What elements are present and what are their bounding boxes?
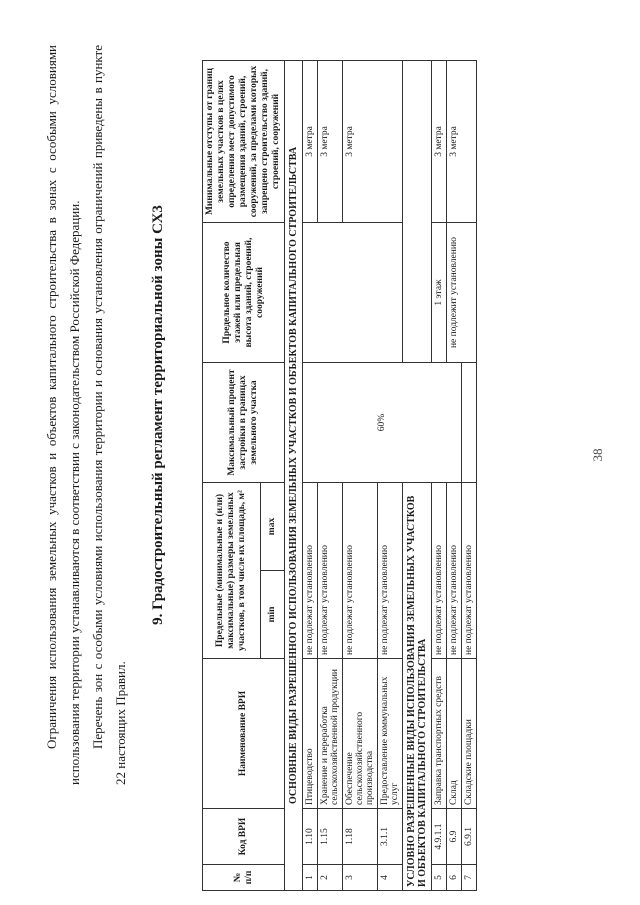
cell-floors <box>303 223 403 363</box>
cell-num: 5 <box>432 865 447 891</box>
page-number: 38 <box>590 448 605 462</box>
cell-size: не подлежат установлению <box>432 483 447 659</box>
zoning-table <box>202 60 477 891</box>
cell-name: Обеспечение сельскохозяйственного производства <box>343 659 378 809</box>
cell-code: 4.9.1.1 <box>432 809 447 865</box>
intro-paragraph-1: Ограничения использования земельных участков и объектов капитального строительства в зонах с особыми условиями использования территории устанавливаются в соответствии с законодательством Российской Федерации. <box>44 45 82 785</box>
header-num: № п/п <box>203 865 285 891</box>
intro-paragraph-2: Перечень зон с особыми условиями использования территории и основания установления ограничений приведены в пункте 22 настоящих Правил. <box>90 45 128 785</box>
header-floors: Предельное количество этажей или предельная высота зданий, строений, сооружений <box>203 223 285 363</box>
cell-size: не подлежат установлению <box>447 483 462 659</box>
cell-num: 4 <box>378 865 403 891</box>
cell-floors: 1 этаж <box>432 223 447 363</box>
cell-code: 6.9.1 <box>462 809 477 865</box>
cell-percent-empty <box>462 363 477 483</box>
cell-setback: 3 метра <box>303 61 318 223</box>
table-row <box>303 61 318 891</box>
cell-code: 1.10 <box>303 809 318 865</box>
header-max: max <box>260 483 284 571</box>
header-min: min <box>260 571 284 659</box>
cell-num: 3 <box>343 865 378 891</box>
table-header-row <box>203 61 261 891</box>
cell-name: Склад <box>447 659 462 809</box>
cell-code: 3.1.1 <box>378 809 403 865</box>
section-label-main: ОСНОВНЫЕ ВИДЫ РАЗРЕШЕННОГО ИСПОЛЬЗОВАНИЯ ЗЕМЕЛЬНЫХ УЧАСТКОВ И ОБЪЕКТОВ КАПИТАЛЬНОГО СТРОИТЕЛЬСТВА <box>285 61 303 891</box>
section-label-conditional: УСЛОВНО РАЗРЕШЕННЫЕ ВИДЫ ИСПОЛЬЗОВАНИЯ ЗЕМЕЛЬНЫХ УЧАСТКОВ И ОБЪЕКТОВ КАПИТАЛЬНОГО СТРОИТЕЛЬСТВА <box>403 483 432 891</box>
cell-name: Птицеводство <box>303 659 318 809</box>
cell-code: 6.9 <box>447 809 462 865</box>
header-size-group: Предельные (минимальные и (или) максимальные) размеры земельных участков, в том числе их площадь, м² <box>203 483 261 659</box>
cell-num: 7 <box>462 865 477 891</box>
cell-setback: 3 метра <box>447 61 477 223</box>
header-code: Код ВРИ <box>203 809 285 865</box>
section-row-main <box>285 61 303 891</box>
cell-setback: 3 метра <box>343 61 403 223</box>
cell-size: не подлежат установлению <box>343 483 378 659</box>
cell-name: Складские площадки <box>462 659 477 809</box>
cell-num: 6 <box>447 865 462 891</box>
cell-name: Хранение и переработка сельскохозяйственной продукции <box>318 659 343 809</box>
cell-num: 1 <box>303 865 318 891</box>
cell-setback: 3 метра <box>432 61 447 223</box>
header-setback: Минимальные отступы от границ земельных участков в целях определения мест допустимого размещения зданий, строений, сооружений, за пределами которых запрещено строительство зданий, строений, сооружений <box>203 61 285 223</box>
cell-num: 2 <box>318 865 343 891</box>
cell-percent: 60% <box>303 363 462 483</box>
header-percent: Максимальный процент застройки в границах земельного участка <box>203 363 285 483</box>
cell-size: не подлежат установлению <box>303 483 318 659</box>
cell-size: не подлежат установлению <box>318 483 343 659</box>
cell-setback: 3 метра <box>318 61 343 223</box>
cell-size: не подлежат установлению <box>378 483 403 659</box>
cell-floors: не подлежит установлению <box>447 223 477 363</box>
cell-size: не подлежат установлению <box>462 483 477 659</box>
cell-name: Предоставление коммунальных услуг <box>378 659 403 809</box>
cell-name: Заправка транспортных средств <box>432 659 447 809</box>
section-row-tail <box>403 61 432 363</box>
header-name: Наименование ВРИ <box>203 659 285 809</box>
section-heading: 9. Градостроительный регламент территориальной зоны СХ3 <box>150 205 166 625</box>
cell-code: 1.18 <box>343 809 378 865</box>
cell-code: 1.15 <box>318 809 343 865</box>
